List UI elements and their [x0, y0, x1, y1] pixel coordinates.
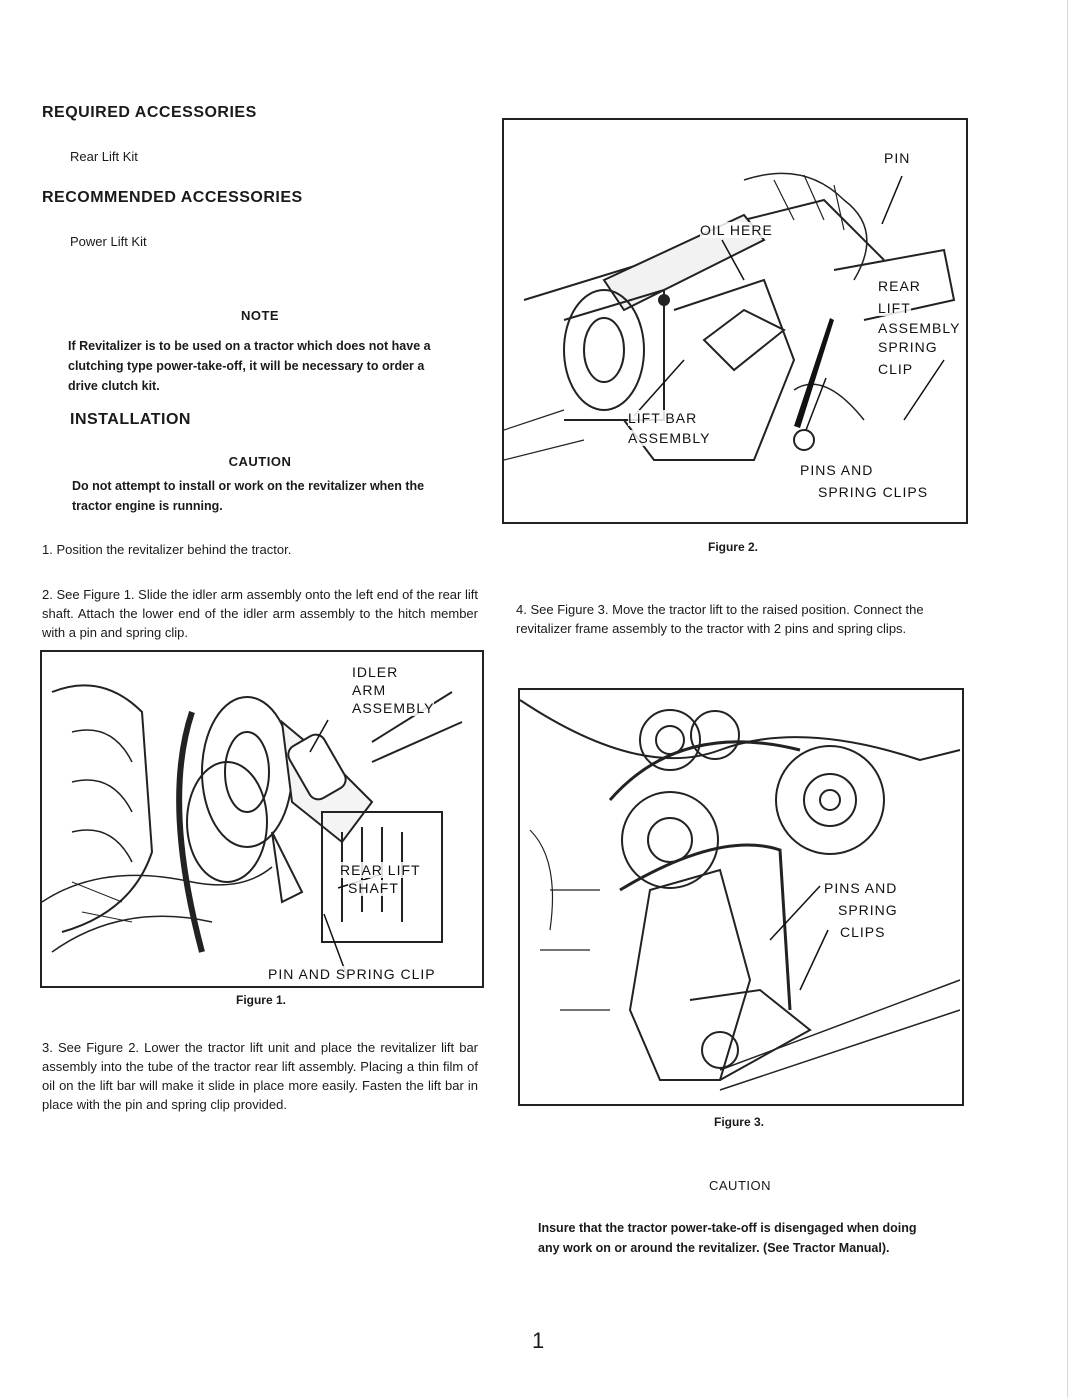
step-1: 1. Position the revitalizer behind the tractor. — [42, 542, 292, 557]
fig2-label-spring-clip-2: CLIP — [878, 361, 914, 377]
caution-title-right: CAUTION — [709, 1178, 771, 1193]
fig1-label-idler-arm-3: ASSEMBLY — [352, 700, 435, 716]
figure-2-caption: Figure 2. — [707, 540, 758, 554]
step-3: 3. See Figure 2. Lower the tractor lift unit and place the revitalizer lift bar assembly into the tube of the tractor rear lift assembly. Placing a thin film of oil on the lift bar will make it slide in place more easily. Fasten the lift bar in place with the pin and spring clip provided. — [42, 1040, 478, 1112]
figure-3-illustration — [518, 688, 964, 1106]
fig2-label-rear-lift-3: ASSEMBLY — [878, 320, 961, 336]
note-text: If Revitalizer is to be used on a tractor which does not have a clutching type power-take-off, it will be necessary to order a drive clutch kit. — [68, 339, 431, 393]
page-number: 1 — [532, 1328, 545, 1353]
fig1-label-idler-arm-2: ARM — [352, 682, 387, 698]
figure-1-caption: Figure 1. — [235, 993, 286, 1007]
fig2-label-pins-clips-2: SPRING CLIPS — [818, 484, 929, 500]
fig2-label-pin: PIN — [884, 150, 911, 166]
note-title: NOTE — [240, 308, 280, 323]
fig2-label-rear-lift-2: LIFT — [878, 300, 911, 316]
fig1-label-rear-lift-2: SHAFT — [348, 880, 399, 896]
figure-1-illustration — [40, 650, 484, 988]
figure-3-drawing — [520, 690, 962, 1104]
fig2-label-oil-here: OIL HERE — [700, 222, 773, 238]
step-4: 4. See Figure 3. Move the tractor lift to the raised position. Connect the revitalizer frame assembly to the tractor with 2 pins and spring clips. — [516, 602, 924, 636]
figure-2-illustration — [502, 118, 968, 524]
recommended-item: Power Lift Kit — [70, 234, 147, 249]
installation-heading: INSTALLATION — [70, 411, 191, 428]
fig1-label-pin-spring-clip: PIN AND SPRING CLIP — [268, 966, 436, 982]
step-2: 2. See Figure 1. Slide the idler arm assembly onto the left end of the rear lift shaft. Attach the lower end of the idler arm assembly to the hitch member with a pin and spring clip. — [42, 587, 478, 640]
caution-title-left: CAUTION — [228, 454, 292, 469]
fig2-label-lift-bar-2: ASSEMBLY — [628, 430, 711, 446]
figure-3-caption: Figure 3. — [713, 1115, 764, 1129]
required-item: Rear Lift Kit — [70, 149, 138, 164]
fig2-label-rear-lift-1: REAR — [878, 278, 921, 294]
fig3-label-pins-1: PINS AND — [824, 880, 898, 896]
fig3-label-pins-3: CLIPS — [840, 924, 886, 940]
fig1-label-idler-arm-1: IDLER — [352, 664, 399, 680]
page-edge-line — [1067, 0, 1068, 1398]
recommended-accessories-heading: RECOMMENDED ACCESSORIES — [42, 189, 303, 206]
caution-text-right: Insure that the tractor power-take-off is disengaged when doing any work on or around the revitalizer. (See Tractor Manual). — [538, 1221, 917, 1255]
fig2-label-spring-clip-1: SPRING — [878, 339, 938, 355]
fig3-label-pins-2: SPRING — [838, 902, 898, 918]
fig1-label-rear-lift-1: REAR LIFT — [340, 862, 421, 878]
required-accessories-heading: REQUIRED ACCESSORIES — [42, 104, 257, 121]
fig2-label-pins-clips-1: PINS AND — [800, 462, 874, 478]
fig2-label-lift-bar-1: LIFT BAR — [628, 410, 698, 426]
caution-text-left: Do not attempt to install or work on the revitalizer when the tractor engine is running. — [72, 479, 425, 513]
